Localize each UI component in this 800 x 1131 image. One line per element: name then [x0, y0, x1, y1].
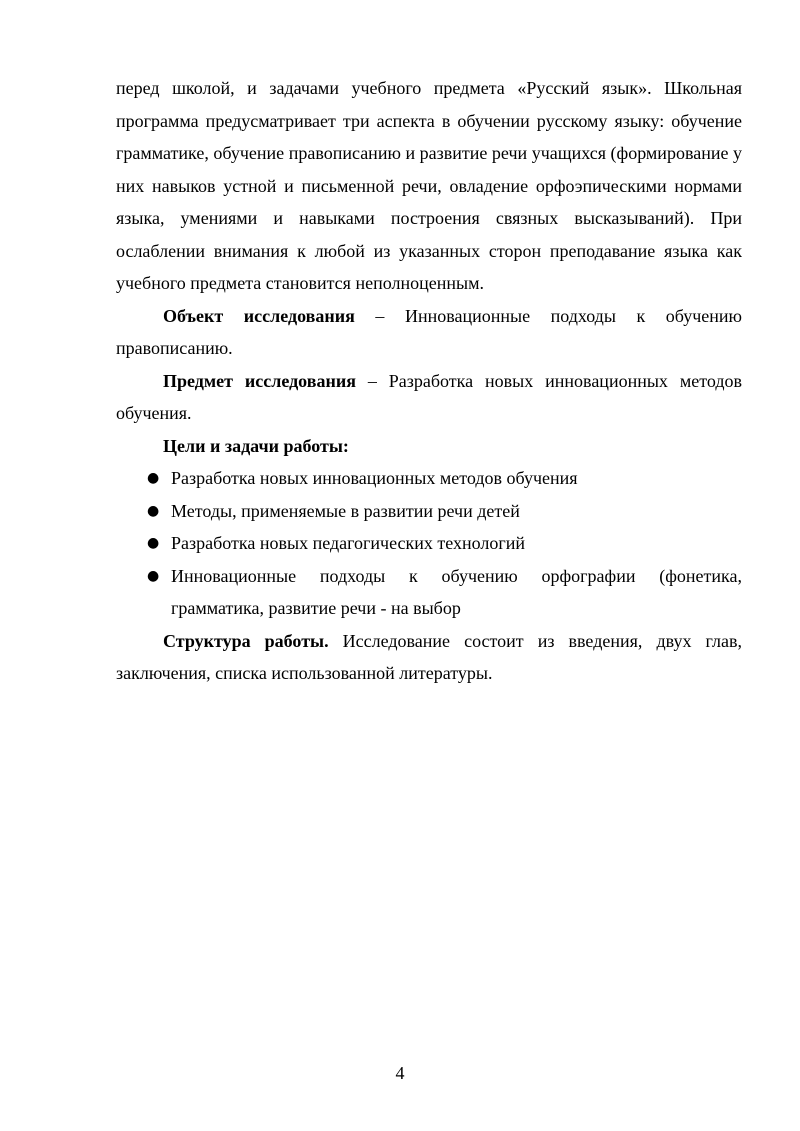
- goals-list: [116, 462, 742, 625]
- research-object-text: – Инновационные подходы к обучению правописанию.: [116, 305, 742, 358]
- intro-paragraph: перед школой, и задачами учебного предмета «Русский язык». Школьная программа предусматривает три аспекта в обучении русскому языку: обучение грамматике, обучение правописанию и развитие речи учащихся (формирование у них навыков устной и письменной речи, овладение орфоэпическими нормами языка, умениями и навыками построения связных высказываний). При ослаблении внимания к любой из указанных сторон преподавание языка как учебного предмета становится неполноценным.: [116, 78, 742, 293]
- list-item-text: Инновационные подходы к обучению орфографии (фонетика, грамматика, развитие речи - на выбор: [171, 565, 742, 618]
- list-item-text: Методы, применяемые в развитии речи детей: [171, 500, 520, 521]
- page-number: 4: [395, 1063, 405, 1083]
- list-item: [116, 527, 742, 560]
- bullet-icon: ●: [147, 502, 160, 519]
- list-item-text: Разработка новых инновационных методов обучения: [171, 468, 578, 488]
- research-object-paragraph: [116, 300, 742, 365]
- research-subject-paragraph: [116, 365, 742, 430]
- work-structure-label: Структура работы.: [163, 630, 329, 651]
- bullet-icon: ●: [147, 567, 160, 584]
- bullet-icon: ●: [147, 470, 160, 486]
- list-item: [116, 560, 742, 625]
- goals-heading: Цели и задачи работы:: [163, 435, 349, 456]
- page-body: [116, 72, 742, 690]
- list-item: [116, 462, 742, 495]
- work-structure-text: Исследование состоит из введения, двух глав, заключения, списка использованной литературы.: [116, 630, 743, 683]
- research-subject-label: Предмет исследования: [163, 370, 356, 391]
- list-item-text: Разработка новых педагогических технологий: [171, 533, 526, 553]
- research-subject-text: – Разработка новых инновационных методов обучения.: [116, 370, 742, 423]
- bullet-icon: ●: [147, 535, 160, 551]
- work-structure-paragraph: [116, 625, 742, 690]
- list-item: [116, 495, 742, 528]
- research-object-label: Объект исследования: [163, 305, 355, 326]
